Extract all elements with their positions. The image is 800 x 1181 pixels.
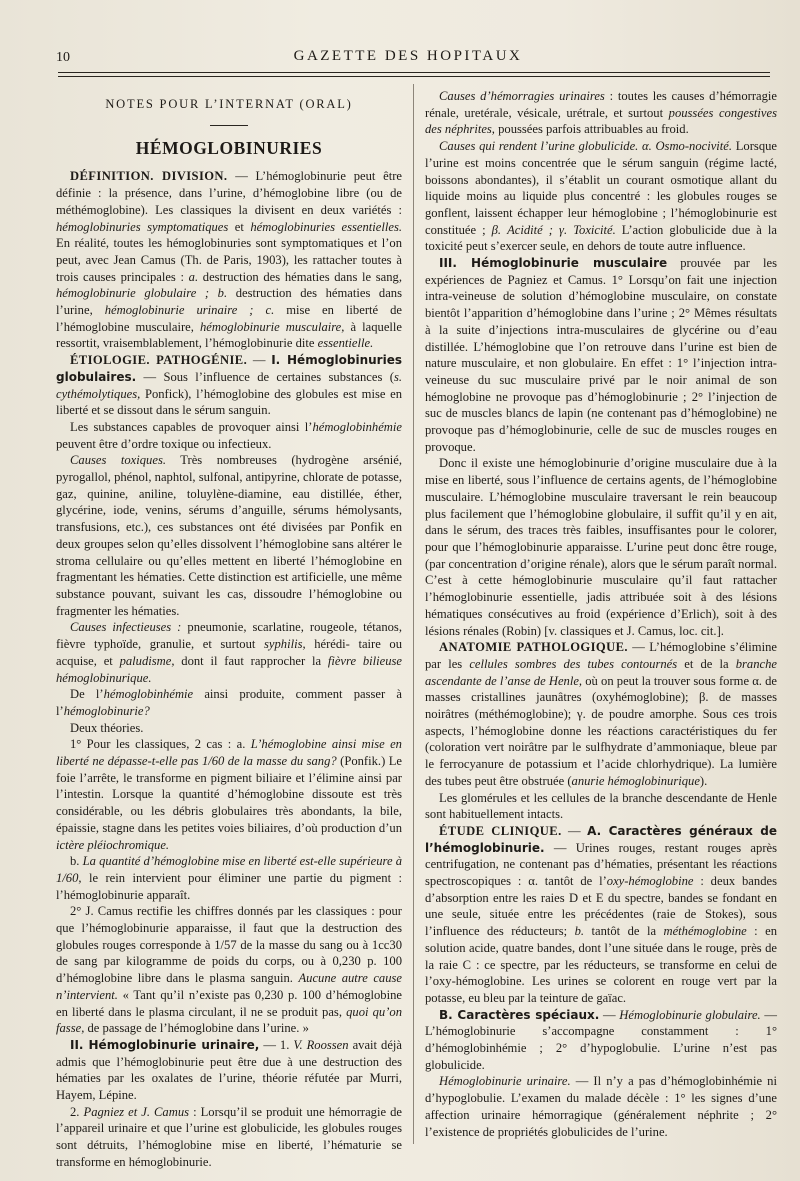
paragraph-globulicide: Causes qui rendent l’urine globulicide. α. Osmo-nocivité. Lorsque l’urine est moins concentrée que le sérum sanguin (régime lacté, boissons abondantes), il s’établit un courant osmotique allant du liquide moins au liquide plus concentré : les globules rouges se gonflent, laissent échapper leur hémoglobine ; l’hémoglobinurie est constituée ; β. Acidité ; γ. Toxicité. L’action globulicide due à la toxicité peut s’exercer seule, en dehors de toute autre influence. <box>425 139 777 254</box>
paragraph-muscular: III. Hémoglobinurie musculaire prouvée par les expériences de Pagniez et Camus. 1° Lorsqu’on fait une injection intra-veineuse de solution d’hémoglobine musculaire, on constate bientôt l’apparition d’hémoglobine dans l’urine ; 2° Mêmes résultats à la suite d’injections intra-musculaires de glycérine ou d’eau distillée. L’hémoglobine que l’on retrouve dans l’urine est bien de nature musculaire, et non globulaire. En effet : 1° l’injection intra-veineuse du suc musculaire privé par le noir animal de son hémoglobine ne provoque pas d’hémoglobinurie ; 2° l’injection de suc de muscles blancs de lapin (ne contenant pas d’hémoglobine) ne provoque pas d’hémoglobinurie, celle de suc de muscles rouges en provoque. <box>425 256 778 454</box>
left-column <box>56 88 402 1171</box>
paragraph-urinary-special: Hémoglobinurie urinaire. — Il n’y a pas d’hémoglobinhémie ni d’hypoglobulie. L’examen du malade décèle : 1° les signes d’une affection urinaire hémorragique (généralement néphrite ; 2° l’existence de propriétés globulicides de l’urine. <box>425 1074 777 1139</box>
paragraph-definition: DÉFINITION. DIVISION. — L’hémoglobinurie peut être définie : la présence, dans l’urine, d’hémoglobine libre (ou de méthémoglobine). Les classiques la divisent en deux variétés : hémoglobinuries symptomatiques et hémoglobinuries essentielles. En réalité, toutes les hémoglobinuries sont symptomatiques et l’on peut, avec Jean Camus (Th. de Paris, 1903), les rattacher toutes à trois causes principales : a. destruction des hématies dans le sang, hémoglobinurie globulaire ; b. destruction des hématies dans l’urine, hémoglobinurie urinaire ; c. mise en liberté de l’hémoglobine musculaire, hémoglobinurie musculaire, à laquelle ressortit, vraisemblablement, l’hémoglobinurie dite essentielle. <box>56 169 403 351</box>
paragraph-donc: Donc il existe une hémoglobinurie d’origine musculaire due à la mise en liberté, sous l’influence de certains agents, de l’hémoglobine musculaire. L’hémoglobine musculaire traversant le rein beaucoup plus facilement que l’hémoglobine globulaire, il suffit qu’il y en ait, dans le sérum, des traces très faibles, insuffisantes pour le colorer, pour que l’hémoglobinurie apparaisse. L’urine peut donc être rouge, (par concentration d’origine rénale), alors que le sérum paraît normal. C’est à cette hémoglobinurie musculaire qu’il faut rattacher l’hémoglobinurie essentielle, jadis attribuée soit à des lésions hématiques consécutives au froid (expérience d’Erlich), soit à des lésions rénales (Robin) [v. classiques et J. Camus, loc. cit.]. <box>425 456 777 638</box>
page-number: 10 <box>56 50 70 65</box>
paragraph-pagniez: 2. Pagniez et J. Camus : Lorsqu’il se produit une hémorragie de l’appareil urinaire et que l’urine est globulicide, les globules rouges sont détruits, l’hémoglobine mise en liberté, l’hématurie se transforme en hémoglobinurie. <box>56 1104 402 1169</box>
header-rule-thick <box>58 72 770 73</box>
paragraph-glomeruli: Les glomérules et les cellules de la branche descendante de Henle sont habituellement intacts. <box>425 790 777 822</box>
section-rule <box>210 125 248 126</box>
right-column <box>425 88 777 1140</box>
section-heading: NOTES POUR L’INTERNAT (ORAL) <box>105 97 353 111</box>
paragraph-theory-b: b. La quantité d’hémoglobine mise en liberté est-elle supérieure à 1/60, le rein intervient pour éliminer une partie du pigment : l’hémoglobinurie apparaît. <box>56 854 402 902</box>
article-title: HÉMOGLOBINURIES <box>135 137 323 158</box>
paragraph-etiology: ÉTIOLOGIE. PATHOGÉNIE. — I. Hémoglobinuries globulaires. — Sous l’influence de certaines substances (s. cythémolytiques, Ponfick), l’hémoglobine des globules est mise en liberté et se dissout dans le sérum sanguin. <box>56 353 402 418</box>
paragraph-anatomy: ANATOMIE PATHOLOGIQUE. — L’hémoglobine s’élimine par les cellules sombres des tubes contournés et de la branche ascendante de l’anse de Henle, où on peut la trouver sous forme α. de masses cristallines jaunâtres (oxyhémoglobine); β. de masses noirâtres (méthémoglobine); γ. de poudre amorphe. Sous ces trois aspects, l’hémoglobine donne les réactions caractéristiques du fer (coloration vert noirâtre par le sulfhydrate d’ammoniaque, bleue par le ferrocyanure de potassium et l’acide chlorhydrique). La lumière des tubes peut être obstruée (anurie hémoglobinurique). <box>425 640 777 788</box>
paragraph-camus: 2° J. Camus rectifie les chiffres donnés par les classiques : pour que l’hémoglobinurie apparaisse, il faut que la destruction des globules rouges corresponde à 1/57 de la masse du sang ou à 1cc30 de sang par kilogramme de poids du corps, ou à 0,230 p. 100 d’hémoglobine libre dans le plasma sanguin. Aucune autre cause n’intervient. « Tant qu’il n’existe pas 0,230 p. 100 d’hémoglobine en liberté dans le plasma circulant, il ne se produit pas, quoi qu’on fasse, de passage de l’hémoglobine dans l’urine. » <box>56 904 402 1036</box>
paragraph-infectious-causes: Causes infectieuses : pneumonie, scarlatine, rougeole, tétanos, fièvre typhoïde, granulie, et surtout syphilis, hérédi- taire ou acquise, et paludisme, dont il faut rapprocher la fièvre bilieuse hémoglobinurique. <box>56 620 402 685</box>
paragraph-toxic-causes: Causes toxiques. Très nombreuses (hydrogène arsénié, pyrogallol, phénol, naphtol, sulfonal, antipyrine, chlorate de potasse, gaz, quinine, aniline, toluylène-diamine, eau distillée, éther, glycérine, iode, venins, sérums d’anguille, sérums hémolysants, transfusions, etc.), ces substances ont été divisées par Ponfik en deux groupes selon qu’elles dissolvent l’hémoglobine sans altérer le stroma cellulaire ou qu’elles mettent en liberté l’hémoglobine en fragmentant les hématies. Cette distinction est artificielle, une même substance pouvant, suivant les cas, dissoudre l’hémoglobine ou fragmenter les hématies. <box>56 453 402 618</box>
paragraph-clinical: ÉTUDE CLINIQUE. — A. Caractères généraux de l’hémoglobinurie. — Urines rouges, restant rouges après centrifugation, ne contenant pas d’hématies, présentant les réactions spectroscopiques : α. tantôt de l’oxy-hémoglobine : deux bandes d’absorption entre les raies D et E du spectre, bandes se fondant en une seule, située entre les précédentes (raie de Stokes), sous l’influence des réducteurs; b. tantôt de la méthémoglobine : en solution acide, quatre bandes, dont l’une située dans le rouge, près de la raie C : ce spectre, par les réducteurs, se transforme en celui de l’oxy-hémoglobine. Les urines se colorent en rouge vert par la potasse, eu bleu par la teinture de gaïac. <box>425 823 778 1005</box>
header-rule-thin <box>58 76 770 77</box>
paragraph-special: B. Caractères spéciaux. — Hémoglobinurie globulaire. — L’hémoglobinurie s’accompagne constamment : 1° d’hémoglobinhémie ; 2° d’hypoglobulie. L’urine n’est pas globulicide. <box>425 1007 777 1072</box>
column-divider <box>413 84 414 1144</box>
paragraph-urinary: II. Hémoglobinurie urinaire, — 1. V. Roossen avait déjà admis que l’hémoglobinurie peut être due à une destruction des hématies par les oxalates de l’urine, théorie réfutée par Murri, Hayem, Lépine. <box>56 1037 403 1103</box>
paragraph-substances: Les substances capables de provoquer ainsi l’hémoglobinhémie peuvent être d’ordre toxique ou infectieux. <box>56 419 402 451</box>
paragraph-hemorrhage-causes: Causes d’hémorragies urinaires : toutes les causes d’hémorragie rénale, uretérale, vésicale, urétrale, et surtout poussées congestives des néphrites, poussées parfois attribuables au froid. <box>425 89 778 137</box>
page-header <box>48 46 768 70</box>
paragraph-two-theories: Deux théories. <box>70 720 144 735</box>
journal-title: GAZETTE DES HOPITAUX <box>293 48 523 64</box>
paragraph-theory-classic: 1° Pour les classiques, 2 cas : a. L’hémoglobine ainsi mise en liberté ne dépasse-t-elle pas 1/60 de la masse du sang? (Ponfik.) Le foie l’arrête, le transforme en pigment biliaire et l’élimine ainsi par l’intestin. Lorsque la quantité d’hémoglobine dissoute est très considérable, ou les débris globulaires très abondants, la bile, épaissie, stagne dans les petites voies biliaires, d’où production d’un ictère pléiochromique. <box>56 737 402 852</box>
paragraph-question: De l’hémoglobinhémie ainsi produite, comment passer à l’hémoglobinurie? <box>56 687 402 718</box>
